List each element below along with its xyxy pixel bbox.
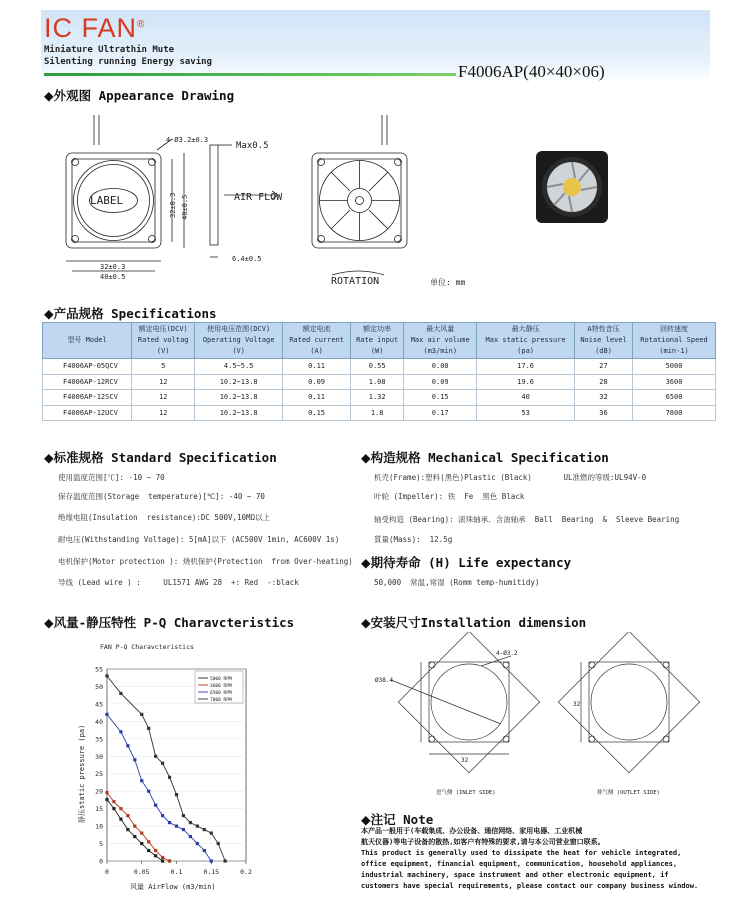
y-tick-label: 50	[95, 682, 103, 691]
specs-header-text: 回转速度	[660, 325, 689, 333]
data-point	[161, 814, 164, 817]
y-tick-label: 35	[95, 735, 103, 744]
front-dim-32v: 32±0.3	[169, 192, 177, 218]
specs-header-text: 使用电压范围(DCV)	[207, 325, 271, 333]
specs-header-text: (V)	[156, 347, 170, 355]
specs-header-text: Rated voltag	[137, 336, 189, 344]
specs-table	[42, 322, 716, 421]
table-cell: 12	[132, 405, 195, 421]
table-cell: F4006AP-12SCV	[43, 390, 132, 406]
table-cell: 0.11	[283, 359, 351, 375]
data-point	[147, 840, 150, 843]
front-dim-40h: 40±0.5	[100, 273, 126, 281]
table-cell: 19.6	[477, 374, 575, 390]
specs-header-row	[43, 323, 716, 359]
appearance-title: ◆外观图 Appearance Drawing	[44, 88, 235, 103]
specs-header-text: Rated current	[289, 336, 344, 344]
series-line	[107, 714, 211, 861]
inlet-dia: Ø38.4	[375, 677, 394, 684]
table-cell: 12	[132, 390, 195, 406]
table-cell: 0.55	[351, 359, 404, 375]
table-cell: F4006AP-12UCV	[43, 405, 132, 421]
specs-header-text: 最大风量	[426, 325, 455, 333]
y-tick-label: 30	[95, 752, 103, 761]
pq-title: ◆风量-静压特性 P-Q Charavcteristics	[44, 615, 295, 630]
specs-title: ◆产品规格 Specifications	[44, 306, 217, 321]
table-cell: 0.08	[404, 359, 477, 375]
data-point	[140, 831, 143, 834]
data-point	[119, 730, 122, 733]
inlet-side-view	[375, 632, 540, 796]
x-tick-label: 0	[105, 868, 109, 876]
specs-header-text: Max air volume	[410, 336, 470, 344]
appearance-drawing	[44, 103, 704, 298]
y-tick-label: 45	[95, 700, 103, 709]
standard-title: ◆标准规格 Standard Specification	[44, 450, 277, 465]
chart-legend	[195, 671, 243, 703]
table-row	[43, 390, 716, 406]
legend-label: 3600 RPM	[210, 684, 232, 689]
data-point	[147, 790, 150, 793]
data-point	[168, 776, 171, 779]
specs-header-text: (W)	[370, 347, 384, 355]
specs-header-cell	[633, 323, 716, 359]
data-point	[154, 804, 157, 807]
specs-header-text: Noise level	[580, 336, 627, 344]
table-cell: 27	[574, 359, 632, 375]
table-cell: 40	[477, 390, 575, 406]
data-point	[189, 821, 192, 824]
standard-line-1: 保存温度范围(Storage temperature)[℃]: -40 ~ 70	[58, 492, 265, 501]
data-point	[175, 793, 178, 796]
table-cell: 1.08	[351, 374, 404, 390]
outlet-label: 排气侧 (OUTLET SIDE)	[597, 790, 660, 796]
data-point	[210, 859, 213, 862]
standard-line-3: 耐电压(Withstanding Voltage): 5[mA]以下 (AC500V 1min, AC600V 1s)	[58, 535, 340, 544]
pq-chart	[60, 635, 260, 893]
front-hole-dim: 4-Ø3.2±0.3	[166, 136, 209, 144]
data-point	[189, 835, 192, 838]
outlet-dim-v: 32	[573, 701, 581, 708]
data-point	[182, 828, 185, 831]
y-axis-label: 静压static pressure (pa)	[78, 724, 86, 823]
table-cell: 0.11	[283, 390, 351, 406]
specs-header-text: (min-1)	[659, 347, 689, 355]
specs-header-text: Rotational Speed	[640, 336, 708, 344]
note-line-1: 航天仪器)等电子设备的散热,如客户有特殊的要求,请与本公司营业窗口联系。	[361, 838, 605, 846]
specs-header-cell	[351, 323, 404, 359]
data-point	[140, 842, 143, 845]
y-tick-label: 0	[99, 857, 103, 866]
table-cell: 32	[574, 390, 632, 406]
data-point	[105, 674, 108, 677]
y-tick-label: 40	[95, 717, 103, 726]
table-cell: 1.8	[351, 405, 404, 421]
data-point	[105, 791, 108, 794]
mechanical-line-1: 叶轮 (Impeller): 铁 Fe 黑色 Black	[374, 492, 525, 501]
x-tick-label: 0.05	[133, 868, 150, 876]
side-max: Max0.5	[236, 141, 269, 151]
data-point	[217, 842, 220, 845]
y-tick-label: 10	[95, 822, 103, 831]
table-cell: 36	[574, 405, 632, 421]
mechanical-title: ◆构造规格 Mechanical Specification	[361, 450, 609, 465]
data-point	[112, 800, 115, 803]
data-point	[175, 824, 178, 827]
table-cell: 10.2~13.8	[195, 390, 283, 406]
rotation-label: ROTATION	[331, 276, 380, 287]
table-cell: 53	[477, 405, 575, 421]
data-point	[196, 842, 199, 845]
chart-title: FAN P-Q Charavcteristics	[100, 643, 194, 651]
data-point	[133, 835, 136, 838]
specs-header-cell	[43, 323, 132, 359]
table-cell: 5	[132, 359, 195, 375]
table-row	[43, 405, 716, 421]
data-point	[203, 849, 206, 852]
side-airflow: AIR FLOW	[234, 192, 283, 203]
note-line-0: 本产品一般用于(车载集成、办公设备、通信网络、家用电器、工业机械	[361, 827, 583, 835]
table-cell: 0.15	[283, 405, 351, 421]
data-point	[210, 831, 213, 834]
specs-header-text: (dB)	[595, 347, 612, 355]
table-cell: 0.17	[404, 405, 477, 421]
specs-header-text: 型号 Model	[67, 336, 107, 344]
table-cell: 0.09	[404, 374, 477, 390]
front-dim-40v: 40±0.5	[181, 194, 189, 220]
y-tick-label: 15	[95, 805, 103, 814]
series-line	[107, 793, 170, 861]
specs-header-cell	[404, 323, 477, 359]
table-cell: F4006AP-12RCV	[43, 374, 132, 390]
data-point	[140, 713, 143, 716]
data-point	[119, 818, 122, 821]
table-row	[43, 359, 716, 375]
rear-view	[312, 115, 407, 287]
data-point	[112, 807, 115, 810]
standard-line-0: 使用温度范围[℃]: -10 ~ 70	[58, 473, 165, 482]
specs-header-text: Rate input	[356, 336, 399, 344]
mechanical-line-3: 質量(Mass): 12.5g	[374, 535, 453, 544]
specs-header-cell	[574, 323, 632, 359]
inlet-dim-h: 32	[461, 757, 469, 764]
specs-header-text: Operating Voltage	[202, 336, 275, 344]
side-view	[210, 141, 283, 263]
note-body	[361, 826, 741, 892]
specs-header-text: A特性音压	[587, 325, 620, 333]
data-point	[203, 828, 206, 831]
data-point	[133, 758, 136, 761]
data-point	[224, 859, 227, 862]
x-tick-label: 0.2	[240, 868, 252, 876]
data-point	[126, 828, 129, 831]
data-point	[147, 727, 150, 730]
table-row	[43, 374, 716, 390]
inlet-hole: 4-Ø3.2	[496, 650, 518, 657]
legend-label: 7800 RPM	[210, 698, 232, 703]
data-point	[161, 762, 164, 765]
installation-drawing	[361, 632, 701, 802]
specs-header-text: Max static pressure	[485, 336, 566, 344]
data-point	[119, 692, 122, 695]
table-cell: 0.15	[404, 390, 477, 406]
legend-label: 5000 RPM	[210, 677, 232, 682]
table-cell: 17.6	[477, 359, 575, 375]
specs-body	[43, 359, 716, 421]
life-value: 50,000 常温,常湿 (Romm temp-humitidy)	[374, 578, 540, 587]
specs-header-cell	[195, 323, 283, 359]
table-cell: 5000	[633, 359, 716, 375]
specs-header-text: 额定功率	[363, 325, 392, 333]
tagline-2: Silenting running Energy saving	[44, 57, 212, 67]
unit-label: 单位: mm	[430, 278, 466, 287]
tagline-1: Miniature Ultrathin Mute	[44, 45, 175, 55]
specs-header-text: (pa)	[517, 347, 535, 355]
data-point	[182, 814, 185, 817]
install-title: ◆安装尺寸Installation dimension	[361, 615, 587, 630]
data-point	[168, 859, 171, 862]
life-title: ◆期待寿命 (H) Life expectancy	[361, 555, 572, 570]
x-tick-label: 0.1	[170, 868, 183, 876]
x-tick-label: 0.15	[203, 868, 220, 876]
table-cell: 10.2~13.8	[195, 374, 283, 390]
fan-photo	[536, 151, 608, 223]
data-point	[140, 779, 143, 782]
specs-header-text: (m3/min)	[423, 347, 458, 355]
side-thickness: 6.4±0.5	[232, 255, 262, 263]
data-point	[154, 849, 157, 852]
y-tick-label: 25	[95, 770, 103, 779]
data-point	[119, 807, 122, 810]
table-cell: F4006AP-05QCV	[43, 359, 132, 375]
note-title: ◆注记 Note	[361, 812, 434, 827]
y-tick-label: 5	[99, 840, 103, 849]
legend-label: 6500 RPM	[210, 691, 232, 696]
outlet-side-view	[558, 632, 699, 796]
data-point	[161, 856, 164, 859]
table-cell: 10.2~13.8	[195, 405, 283, 421]
x-axis-label: 风量 AirFlow (m3/min)	[130, 883, 216, 891]
brand-logo: IC FAN®	[44, 13, 146, 43]
table-cell: 0.09	[283, 374, 351, 390]
y-tick-label: 20	[95, 787, 103, 796]
table-cell: 28	[574, 374, 632, 390]
data-point	[147, 849, 150, 852]
note-line-4: industrial machinery, space instrument and other electronic equipment, if	[361, 871, 669, 879]
note-line-2: This product is generally used to dissipate the heat for vehicle integrated,	[361, 849, 682, 857]
specs-header-cell	[477, 323, 575, 359]
data-point	[161, 859, 164, 862]
front-view	[66, 115, 208, 281]
inlet-label: 进气侧 (INLET SIDE)	[436, 790, 496, 796]
data-point	[126, 744, 129, 747]
data-point	[154, 755, 157, 758]
data-point	[105, 798, 108, 801]
specs-header-text: 额定电流	[302, 325, 331, 333]
note-line-5: customers have special requirements, please contact our company business window.	[361, 882, 699, 890]
data-point	[133, 824, 136, 827]
specs-header-cell	[132, 323, 195, 359]
data-point	[105, 713, 108, 716]
data-point	[126, 814, 129, 817]
front-label-text: LABEL	[90, 194, 124, 207]
note-line-3: office equipment, financial equipment, communication, household appliances,	[361, 860, 678, 868]
data-point	[168, 821, 171, 824]
y-tick-label: 55	[95, 665, 103, 674]
front-dim-32h: 32±0.3	[100, 263, 126, 271]
table-cell: 12	[132, 374, 195, 390]
standard-line-2: 绝缘电阻(Insulation resistance):DC 500V,10MΩ以上	[58, 513, 271, 522]
table-cell: 4.5~5.5	[195, 359, 283, 375]
specs-header-text: 最大静压	[511, 325, 540, 333]
table-cell: 1.32	[351, 390, 404, 406]
specs-header-cell	[283, 323, 351, 359]
table-cell: 6500	[633, 390, 716, 406]
mechanical-line-0: 机壳(Frame):塑料(黑色)Plastic (Black) UL准燃的等级:UL94V-0	[374, 473, 647, 482]
specs-header-text: 额定电压(DCV)	[138, 325, 188, 333]
header-rule	[44, 73, 456, 76]
standard-line-5: 导线 (Lead wire ) : UL1571 AWG 28 +: Red -:black	[58, 578, 299, 587]
specs-header-text: (V)	[232, 347, 245, 355]
table-cell: 3600	[633, 374, 716, 390]
data-point	[154, 854, 157, 857]
specs-header-text: (A)	[310, 347, 323, 355]
mechanical-line-2: 轴受构造 (Bearing): 滚珠轴承、含油轴承 Ball Bearing & Sleeve Bearing	[374, 515, 680, 524]
model-title: F4006AP(40×40×06)	[458, 62, 605, 81]
data-point	[196, 824, 199, 827]
standard-line-4: 电机保护(Motor protection ): 烧机保护(Protection from Over-heating)	[58, 557, 353, 566]
table-cell: 7800	[633, 405, 716, 421]
